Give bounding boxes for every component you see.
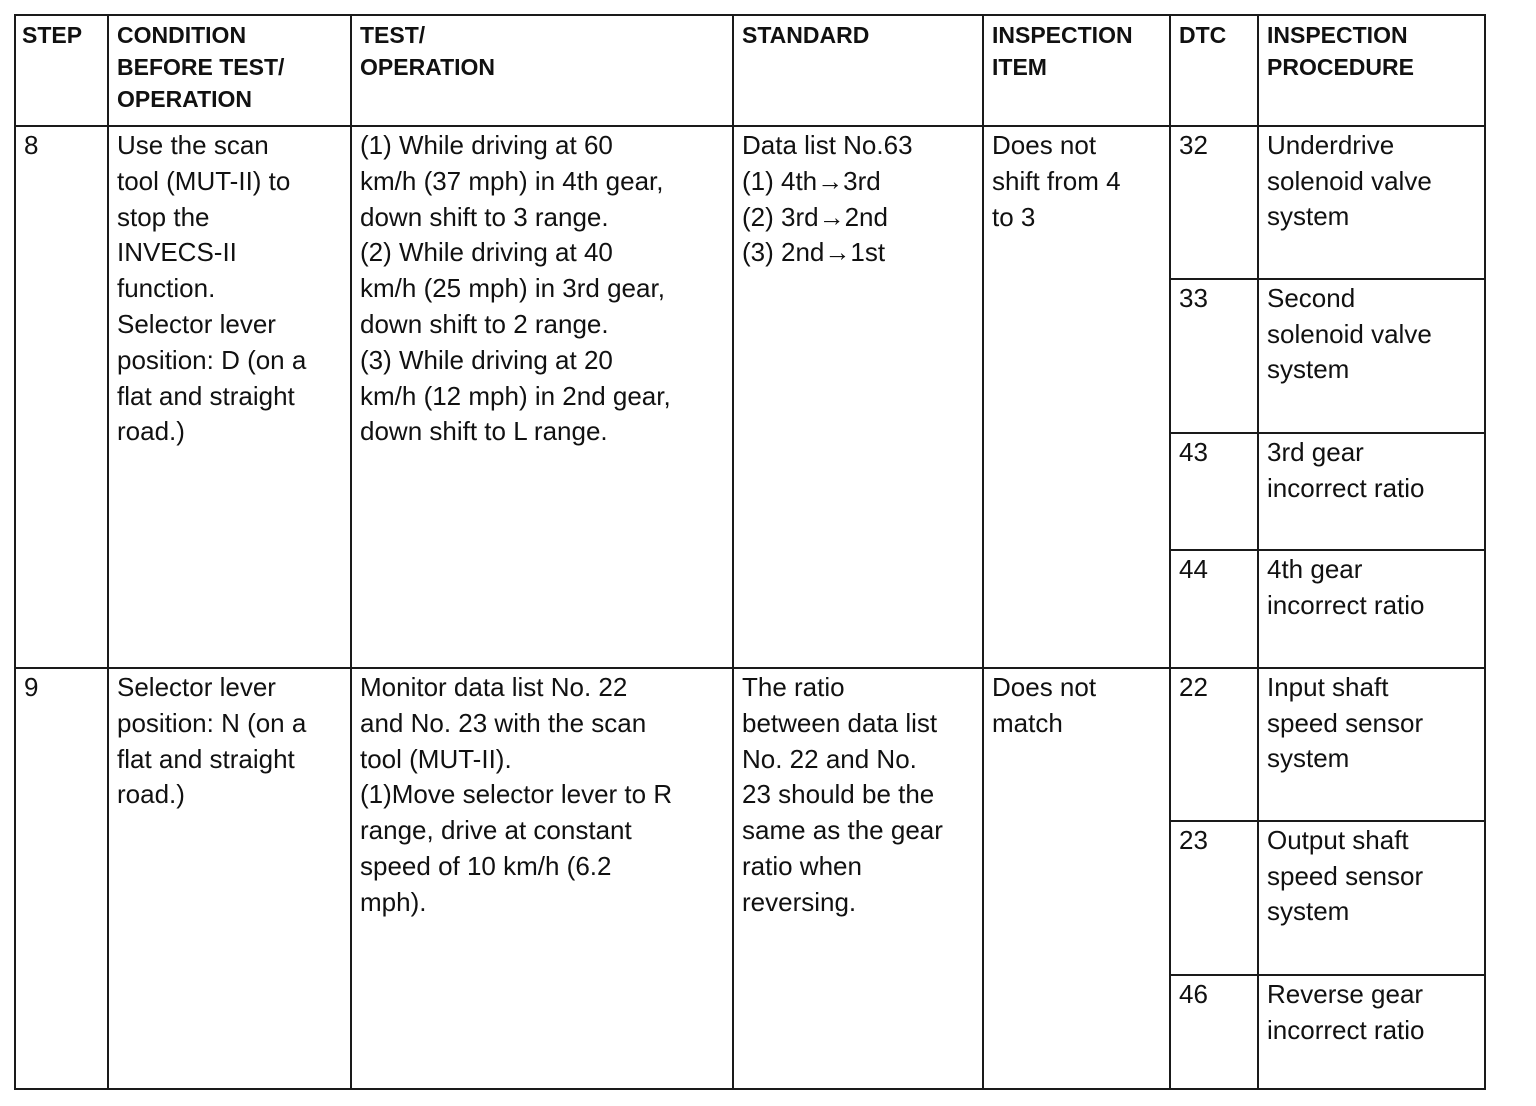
standard-line: reversing.	[742, 886, 857, 917]
procedure-cell	[1258, 975, 1485, 1089]
header-step-label: STEP	[22, 22, 83, 48]
dtc-code: 33	[1179, 283, 1208, 313]
header-inspection-procedure	[1258, 15, 1485, 126]
step-cell	[15, 126, 108, 668]
test-cell	[351, 126, 733, 668]
inspection-item-cell	[983, 668, 1170, 1089]
dtc-cell	[1170, 279, 1258, 433]
header-step	[15, 15, 108, 126]
test-line: (3) While driving at 20	[360, 344, 613, 375]
dtc-code: 22	[1179, 672, 1208, 702]
header-condition-line: BEFORE TEST/	[117, 54, 285, 80]
condition-line: stop the	[117, 201, 210, 232]
procedure-line: incorrect ratio	[1267, 589, 1425, 620]
dtc-cell	[1170, 975, 1258, 1089]
header-inspection-procedure-line: PROCEDURE	[1267, 54, 1414, 80]
diagnosis-table	[14, 14, 1486, 1090]
procedure-line: Reverse gear	[1267, 979, 1424, 1009]
procedure-line: speed sensor	[1267, 860, 1424, 891]
dtc-code: 44	[1179, 554, 1208, 584]
procedure-line: solenoid valve	[1267, 318, 1432, 349]
test-line: down shift to L range.	[360, 416, 608, 447]
procedure-line: system	[1267, 896, 1350, 926]
inspection-item-line: Does not	[992, 130, 1097, 160]
procedure-line: system	[1267, 201, 1350, 231]
procedure-line: Second	[1267, 283, 1356, 313]
procedure-line: system	[1267, 743, 1350, 773]
condition-line: Selector lever	[117, 672, 276, 702]
header-inspection-procedure-line: INSPECTION	[1267, 22, 1408, 48]
procedure-cell	[1258, 668, 1485, 821]
step-number: 9	[24, 672, 39, 702]
procedure-cell	[1258, 821, 1485, 975]
table-row	[15, 126, 1485, 279]
header-dtc-label: DTC	[1179, 22, 1227, 48]
procedure-line: incorrect ratio	[1267, 1014, 1425, 1045]
test-line: (1)Move selector lever to R	[360, 779, 673, 810]
dtc-code: 43	[1179, 437, 1208, 467]
dtc-cell	[1170, 550, 1258, 668]
header-test	[351, 15, 733, 126]
table-row	[15, 668, 1485, 821]
header-standard-label: STANDARD	[742, 22, 870, 48]
dtc-code: 23	[1179, 825, 1208, 855]
header-condition-line: CONDITION	[117, 22, 247, 48]
condition-line: position: N (on a	[117, 707, 307, 738]
inspection-item-line: Does not	[992, 672, 1097, 702]
standard-line: (1) 4th→3rd	[742, 165, 881, 196]
test-cell	[351, 668, 733, 1089]
test-line: mph).	[360, 886, 427, 917]
standard-line: The ratio	[742, 672, 845, 702]
procedure-line: solenoid valve	[1267, 165, 1432, 196]
condition-line: Use the scan	[117, 130, 269, 160]
condition-line: flat and straight	[117, 743, 295, 774]
header-inspection-item	[983, 15, 1170, 126]
inspection-item-cell	[983, 126, 1170, 668]
test-line: down shift to 3 range.	[360, 201, 609, 232]
dtc-cell	[1170, 126, 1258, 279]
procedure-line: speed sensor	[1267, 707, 1424, 738]
inspection-item-line: match	[992, 707, 1063, 738]
procedure-line: system	[1267, 354, 1350, 384]
test-line: Monitor data list No. 22	[360, 672, 628, 702]
condition-line: Selector lever	[117, 308, 276, 339]
test-line: km/h (37 mph) in 4th gear,	[360, 165, 664, 196]
standard-line: (2) 3rd→2nd	[742, 201, 888, 232]
condition-cell	[108, 126, 351, 668]
condition-cell	[108, 668, 351, 1089]
standard-cell	[733, 126, 983, 668]
condition-line: INVECS-II	[117, 237, 237, 268]
standard-line: 23 should be the	[742, 779, 935, 810]
procedure-cell	[1258, 279, 1485, 433]
test-line: and No. 23 with the scan	[360, 707, 647, 738]
test-line: range, drive at constant	[360, 815, 632, 846]
standard-line: (3) 2nd→1st	[742, 237, 886, 268]
dtc-cell	[1170, 668, 1258, 821]
standard-line: ratio when	[742, 850, 862, 881]
header-inspection-item-line: INSPECTION	[992, 22, 1133, 48]
procedure-line: 3rd gear	[1267, 437, 1364, 467]
condition-line: road.)	[117, 779, 185, 810]
header-dtc	[1170, 15, 1258, 126]
dtc-code: 46	[1179, 979, 1208, 1009]
procedure-cell	[1258, 126, 1485, 279]
procedure-line: incorrect ratio	[1267, 472, 1425, 503]
dtc-code: 32	[1179, 130, 1208, 160]
inspection-item-line: to 3	[992, 201, 1036, 232]
condition-line: position: D (on a	[117, 344, 307, 375]
inspection-item-line: shift from 4	[992, 165, 1121, 196]
test-line: down shift to 2 range.	[360, 308, 609, 339]
procedure-line: Underdrive	[1267, 130, 1395, 160]
standard-line: same as the gear	[742, 815, 943, 846]
header-condition-line: OPERATION	[117, 86, 253, 112]
procedure-cell	[1258, 433, 1485, 550]
test-line: speed of 10 km/h (6.2	[360, 850, 612, 881]
header-standard	[733, 15, 983, 126]
standard-cell	[733, 668, 983, 1089]
standard-line: No. 22 and No.	[742, 743, 917, 774]
header-row	[15, 15, 1485, 126]
dtc-cell	[1170, 433, 1258, 550]
step-cell	[15, 668, 108, 1089]
condition-line: road.)	[117, 416, 185, 447]
procedure-line: Input shaft	[1267, 672, 1389, 702]
standard-line: between data list	[742, 707, 938, 738]
condition-line: tool (MUT-II) to	[117, 165, 291, 196]
procedure-cell	[1258, 550, 1485, 668]
step-number: 8	[24, 130, 39, 160]
procedure-line: Output shaft	[1267, 825, 1409, 855]
header-test-line: OPERATION	[360, 54, 496, 80]
test-line: km/h (12 mph) in 2nd gear,	[360, 380, 671, 411]
header-condition	[108, 15, 351, 126]
test-line: km/h (25 mph) in 3rd gear,	[360, 273, 665, 304]
standard-line: Data list No.63	[742, 130, 913, 160]
header-test-line: TEST/	[360, 22, 426, 48]
condition-line: flat and straight	[117, 380, 295, 411]
condition-line: function.	[117, 273, 216, 304]
test-line: (1) While driving at 60	[360, 130, 613, 160]
header-inspection-item-line: ITEM	[992, 54, 1047, 80]
dtc-cell	[1170, 821, 1258, 975]
procedure-line: 4th gear	[1267, 554, 1363, 584]
test-line: (2) While driving at 40	[360, 237, 613, 268]
test-line: tool (MUT-II).	[360, 743, 512, 774]
